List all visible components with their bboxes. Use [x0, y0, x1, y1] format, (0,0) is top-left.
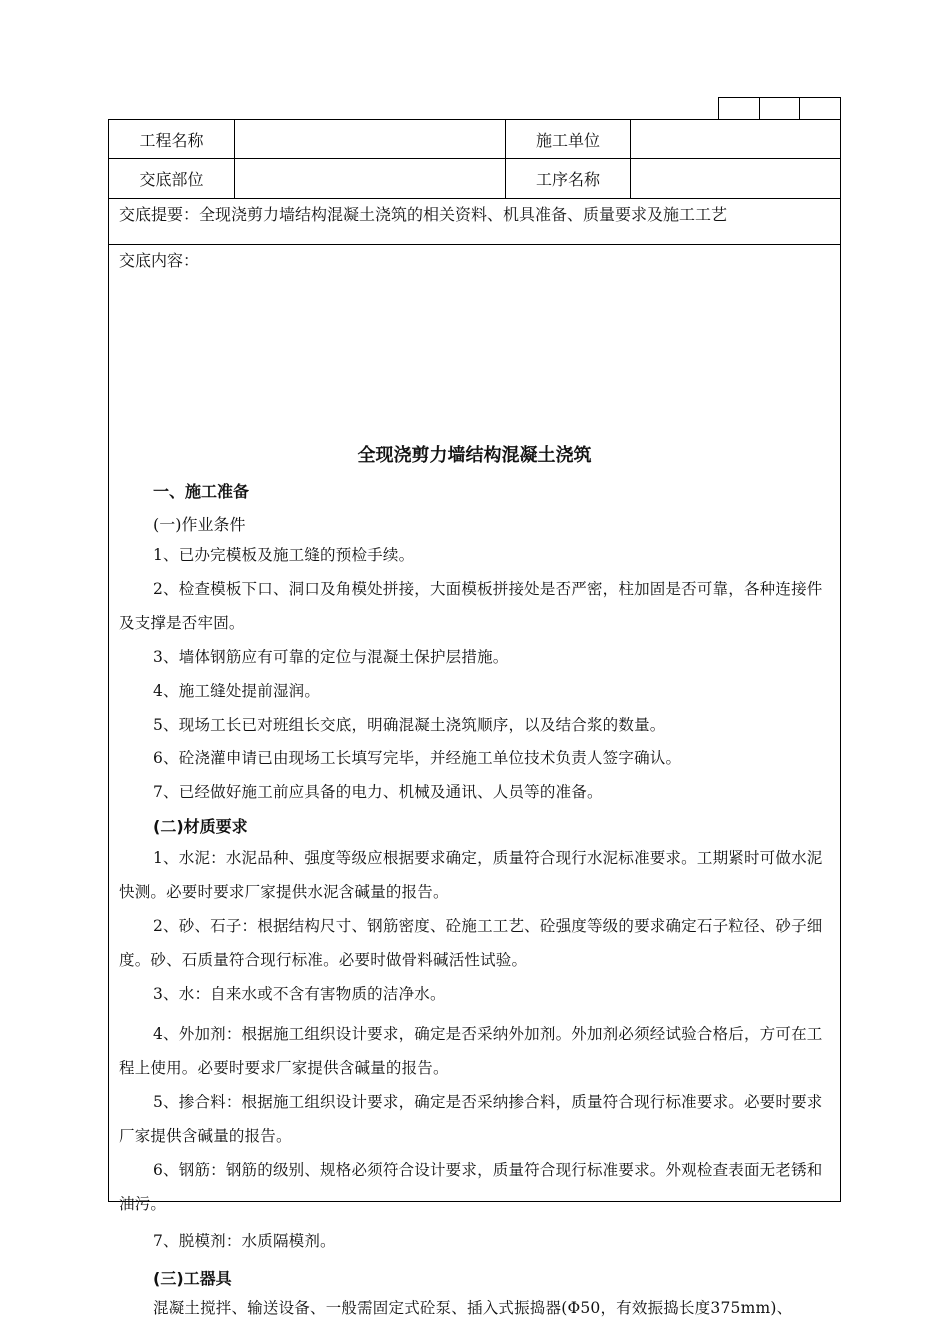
condition-item: 5、现场工长已对班组长交底，明确混凝土浇筑顺序，以及结合浆的数量。: [153, 716, 666, 734]
construction-unit-label: 施工单位: [535, 130, 600, 150]
construction-unit-field[interactable]: [631, 120, 839, 158]
corner-boxes: [718, 97, 841, 119]
material-item: 2、砂、石子：根据结构尺寸、钢筋密度、砼施工工艺、砼强度等级的要求确定石子粒径、砂子细度。砂、石质量符合现行标准。必要时做骨料碱活性试验。: [119, 917, 823, 969]
material-item: 1、水泥：水泥品种、强度等级应根据要求确定，质量符合现行水泥标准要求。工期紧时可做水泥快测。必要时要求厂家提供水泥含碱量的报告。: [119, 849, 823, 901]
tools-text: 混凝土搅拌、输送设备、一般需固定式砼泵、插入式振捣器(Φ50，有效振捣长度375mm)、: [153, 1299, 793, 1317]
corner-box: [759, 97, 800, 120]
sub-1-title: (一)作业条件: [153, 515, 246, 534]
process-name-field[interactable]: [631, 158, 839, 198]
condition-item: 4、施工缝处提前湿润。: [153, 682, 321, 700]
condition-item: 3、墙体钢筋应有可靠的定位与混凝土保护层措施。: [153, 648, 509, 666]
material-item: 7、脱模剂：水质隔模剂。: [153, 1232, 336, 1250]
condition-item: 1、已办完模板及施工缝的预检手续。: [153, 546, 415, 564]
handover-form: [108, 119, 841, 1317]
header-row-2: [109, 158, 840, 199]
project-name-field[interactable]: [235, 120, 505, 158]
condition-item: 6、砼浇灌申请已由现场工长填写完毕，并经施工单位技术负责人签字确认。: [153, 749, 682, 767]
doc-title: 全现浇剪力墙结构混凝土浇筑: [357, 445, 592, 466]
sub-2-title: (二)材质要求: [153, 817, 248, 836]
section-1-title: 一、施工准备: [153, 482, 250, 501]
handover-part-label: 交底部位: [139, 169, 204, 189]
sub-3-title: (三)工器具: [153, 1269, 232, 1288]
brief-text: 交底提要：全现浇剪力墙结构混凝土浇筑的相关资料、机具准备、质量要求及施工工艺: [119, 205, 728, 224]
process-name-label: 工序名称: [535, 169, 600, 189]
content-label: 交底内容：: [119, 251, 200, 270]
handover-part-field[interactable]: [235, 158, 505, 198]
brief-row: [109, 198, 840, 245]
material-item: 3、水：自来水或不含有害物质的洁净水。: [153, 985, 446, 1003]
condition-item: 2、检查模板下口、洞口及角模处拼接，大面模板拼接处是否严密，柱加固是否可靠，各种连接件及支撑是否牢固。: [119, 580, 823, 632]
project-name-label: 工程名称: [139, 130, 204, 150]
material-item: 6、钢筋：钢筋的级别、规格必须符合设计要求，质量符合现行标准要求。外观检查表面无老锈和油污。: [119, 1161, 823, 1213]
corner-box: [718, 97, 759, 120]
condition-item: 7、已经做好施工前应具备的电力、机械及通讯、人员等的准备。: [153, 783, 603, 801]
header-row-1: [109, 120, 840, 159]
material-item: 4、外加剂：根据施工组织设计要求，确定是否采纳外加剂。外加剂必须经试验合格后，方可在工程上使用。必要时要求厂家提供含碱量的报告。: [119, 1025, 823, 1077]
material-item: 5、掺合料：根据施工组织设计要求，确定是否采纳掺合料，质量符合现行标准要求。必要时要求厂家提供含碱量的报告。: [119, 1093, 823, 1145]
content-area: [109, 244, 840, 1317]
corner-box: [799, 97, 841, 120]
